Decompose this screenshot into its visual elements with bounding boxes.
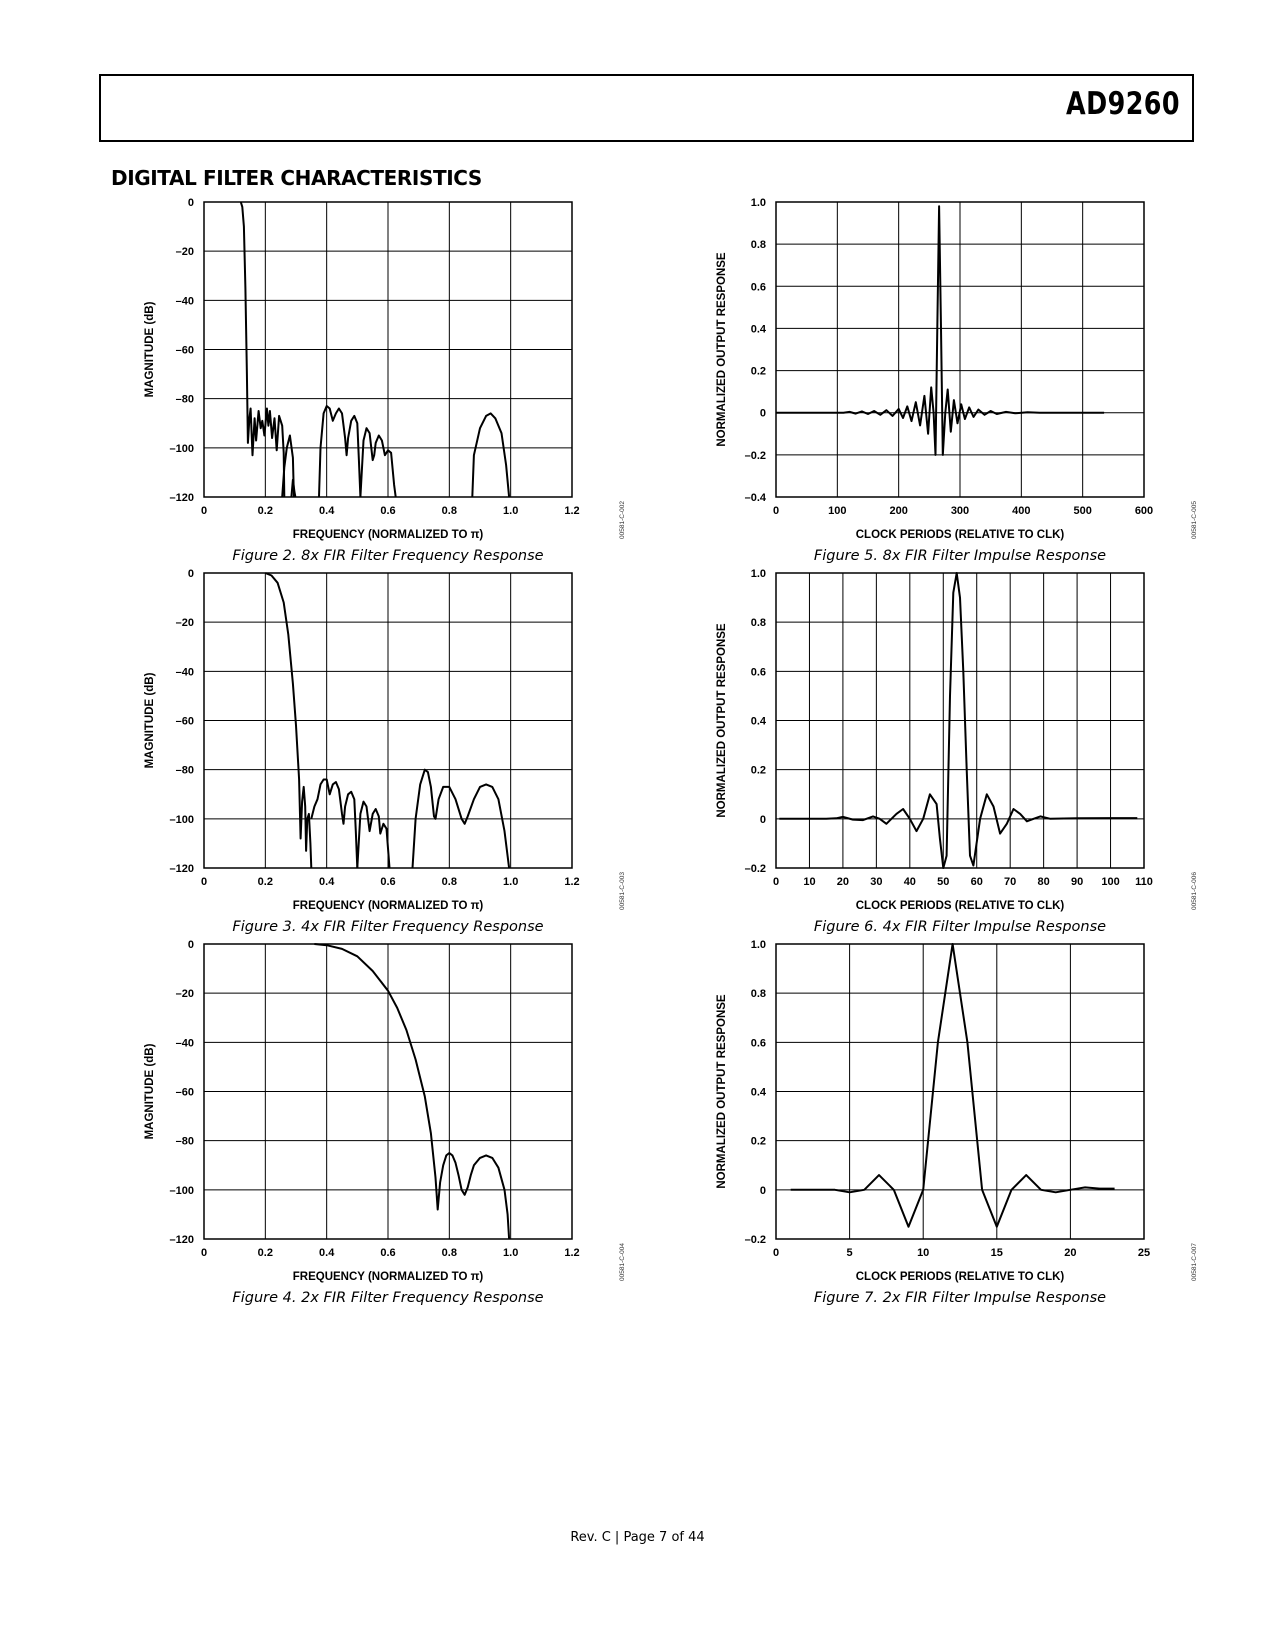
- y-axis-label: MAGNITUDE (dB): [144, 301, 156, 398]
- x-tick-label: 0.2: [257, 505, 273, 517]
- figure-caption: Figure 2. 8x FIR Filter Frequency Response: [232, 548, 544, 564]
- x-tick-label: 40: [903, 876, 916, 888]
- y-tick-label: –120: [169, 1234, 194, 1246]
- y-axis-label: NORMALIZED OUTPUT RESPONSE: [716, 252, 728, 447]
- y-tick-label: –0.2: [744, 1234, 766, 1246]
- x-tick-label: 100: [1101, 876, 1120, 888]
- chart-1: [144, 197, 626, 564]
- x-tick-label: 0.6: [380, 1247, 396, 1259]
- y-tick-label: –80: [175, 764, 194, 777]
- figure-code: 00581-C-007: [1191, 1243, 1198, 1281]
- y-tick-label: 0.4: [750, 715, 766, 728]
- x-tick-label: 0.8: [441, 1247, 457, 1259]
- y-tick-label: 0: [187, 568, 194, 580]
- x-tick-label: 0.4: [319, 876, 335, 888]
- y-tick-label: –100: [169, 442, 194, 455]
- series-line: [360, 428, 395, 497]
- x-tick-label: 25: [1137, 1247, 1151, 1259]
- x-tick-label: 110: [1135, 876, 1153, 888]
- x-axis-label: CLOCK PERIODS (RELATIVE TO CLK): [855, 900, 1065, 912]
- x-tick-label: 20: [836, 876, 850, 888]
- y-tick-label: –20: [175, 246, 194, 259]
- y-tick-label: 0.2: [750, 365, 766, 378]
- x-tick-label: 0: [200, 876, 208, 888]
- x-tick-label: 500: [1073, 505, 1092, 517]
- series-line: [311, 780, 357, 869]
- chart-5: [716, 568, 1198, 935]
- y-axis-label: NORMALIZED OUTPUT RESPONSE: [716, 994, 728, 1189]
- y-tick-label: –40: [175, 295, 194, 308]
- x-tick-label: 300: [950, 505, 970, 517]
- x-tick-label: 0.8: [441, 876, 457, 888]
- y-tick-label: –60: [175, 344, 194, 357]
- figure-caption: Figure 4. 2x FIR Filter Frequency Response: [232, 1290, 544, 1306]
- x-tick-label: 0: [200, 1247, 208, 1259]
- x-tick-label: 70: [1004, 876, 1017, 888]
- y-tick-label: 0.8: [750, 617, 766, 630]
- x-tick-label: 1.0: [503, 876, 519, 888]
- x-tick-label: 0: [772, 1247, 780, 1259]
- figure-code: 00581-C-003: [619, 872, 626, 910]
- x-tick-label: 0.2: [257, 1247, 273, 1259]
- y-tick-label: 0.8: [750, 239, 766, 252]
- x-tick-label: 0.4: [319, 1247, 335, 1259]
- y-tick-label: 1.0: [750, 939, 766, 951]
- page-footer: Rev. C | Page 7 of 44: [570, 1530, 705, 1545]
- y-tick-label: –80: [175, 393, 194, 406]
- y-tick-label: –120: [169, 863, 194, 875]
- y-tick-label: 0: [187, 197, 194, 209]
- x-axis-label: FREQUENCY (NORMALIZED TO π): [292, 900, 484, 912]
- x-tick-label: 80: [1037, 876, 1050, 888]
- x-tick-label: 1.2: [564, 876, 580, 888]
- figure-code: 00581-C-006: [1191, 872, 1198, 910]
- series-line: [357, 802, 389, 868]
- x-tick-label: 10: [917, 1247, 930, 1259]
- y-tick-label: –0.2: [744, 449, 766, 462]
- chart-6: [716, 939, 1198, 1306]
- y-tick-label: –0.4: [744, 492, 766, 504]
- series-line: [319, 406, 360, 497]
- x-tick-label: 1.0: [503, 1247, 519, 1259]
- series-line: [791, 944, 1115, 1227]
- y-tick-label: –20: [175, 617, 194, 630]
- y-tick-label: 0: [759, 813, 766, 826]
- y-tick-label: 0.2: [750, 1135, 766, 1148]
- x-tick-label: 1.2: [564, 505, 580, 517]
- y-tick-label: –100: [169, 813, 194, 826]
- y-tick-label: –40: [175, 666, 194, 679]
- x-tick-label: 90: [1070, 876, 1084, 888]
- y-tick-label: –120: [169, 492, 194, 504]
- x-tick-label: 0: [772, 505, 780, 517]
- y-axis-label: NORMALIZED OUTPUT RESPONSE: [716, 623, 728, 818]
- figure-code: 00581-C-002: [619, 501, 626, 539]
- x-axis-label: FREQUENCY (NORMALIZED TO π): [292, 1271, 484, 1283]
- y-tick-label: –100: [169, 1184, 194, 1197]
- x-tick-label: 100: [828, 505, 847, 517]
- x-tick-label: 5: [846, 1247, 853, 1259]
- x-tick-label: 1.0: [503, 505, 519, 517]
- y-tick-label: 0.6: [750, 1037, 766, 1050]
- figure-caption: Figure 7. 2x FIR Filter Impulse Response: [813, 1290, 1107, 1306]
- y-tick-label: 0: [759, 407, 766, 420]
- figure-caption: Figure 3. 4x FIR Filter Frequency Response: [232, 919, 544, 935]
- y-tick-label: –80: [175, 1135, 194, 1148]
- x-tick-label: 0.2: [257, 876, 273, 888]
- y-tick-label: 1.0: [750, 197, 766, 209]
- x-tick-label: 10: [803, 876, 816, 888]
- series-line: [472, 413, 509, 497]
- part-number: AD9260: [1066, 86, 1180, 122]
- x-tick-label: 400: [1012, 505, 1031, 517]
- y-axis-label: MAGNITUDE (dB): [144, 672, 156, 769]
- y-tick-label: –40: [175, 1037, 194, 1050]
- figure-caption: Figure 6. 4x FIR Filter Impulse Response: [813, 919, 1107, 935]
- x-tick-label: 1.2: [564, 1247, 580, 1259]
- x-tick-label: 0.8: [441, 505, 457, 517]
- chart-3: [144, 939, 626, 1306]
- series-line: [776, 206, 1104, 455]
- y-tick-label: 1.0: [750, 568, 766, 580]
- chart-2: [144, 568, 626, 935]
- y-tick-label: 0.8: [750, 988, 766, 1001]
- figure-caption: Figure 5. 8x FIR Filter Impulse Response: [813, 548, 1107, 564]
- x-tick-label: 15: [990, 1247, 1003, 1259]
- x-axis-label: FREQUENCY (NORMALIZED TO π): [292, 529, 484, 541]
- figure-code: 00581-C-004: [619, 1243, 626, 1281]
- x-tick-label: 0.6: [380, 505, 396, 517]
- x-tick-label: 200: [889, 505, 908, 517]
- x-tick-label: 60: [970, 876, 983, 888]
- x-axis-label: CLOCK PERIODS (RELATIVE TO CLK): [855, 529, 1065, 541]
- y-tick-label: –60: [175, 715, 194, 728]
- x-tick-label: 30: [870, 876, 883, 888]
- y-tick-label: 0.4: [750, 323, 766, 336]
- chart-4: [716, 197, 1198, 564]
- y-tick-label: 0.6: [750, 281, 766, 294]
- y-tick-label: –60: [175, 1086, 194, 1099]
- y-tick-label: 0.6: [750, 666, 766, 679]
- y-axis-label: MAGNITUDE (dB): [144, 1043, 156, 1140]
- x-tick-label: 0: [772, 876, 780, 888]
- figure-code: 00581-C-005: [1191, 501, 1198, 539]
- y-tick-label: –20: [175, 988, 194, 1001]
- x-axis-label: CLOCK PERIODS (RELATIVE TO CLK): [855, 1271, 1065, 1283]
- y-tick-label: 0: [759, 1184, 766, 1197]
- x-tick-label: 50: [937, 876, 950, 888]
- x-tick-label: 600: [1134, 505, 1154, 517]
- x-tick-label: 20: [1064, 1247, 1077, 1259]
- x-tick-label: 0.4: [319, 505, 335, 517]
- x-tick-label: 0: [200, 505, 208, 517]
- y-tick-label: 0: [187, 939, 194, 951]
- x-tick-label: 0.6: [380, 876, 396, 888]
- y-tick-label: 0.4: [750, 1086, 766, 1099]
- section-title: DIGITAL FILTER CHARACTERISTICS: [111, 166, 482, 190]
- y-tick-label: –0.2: [744, 863, 766, 875]
- y-tick-label: 0.2: [750, 764, 766, 777]
